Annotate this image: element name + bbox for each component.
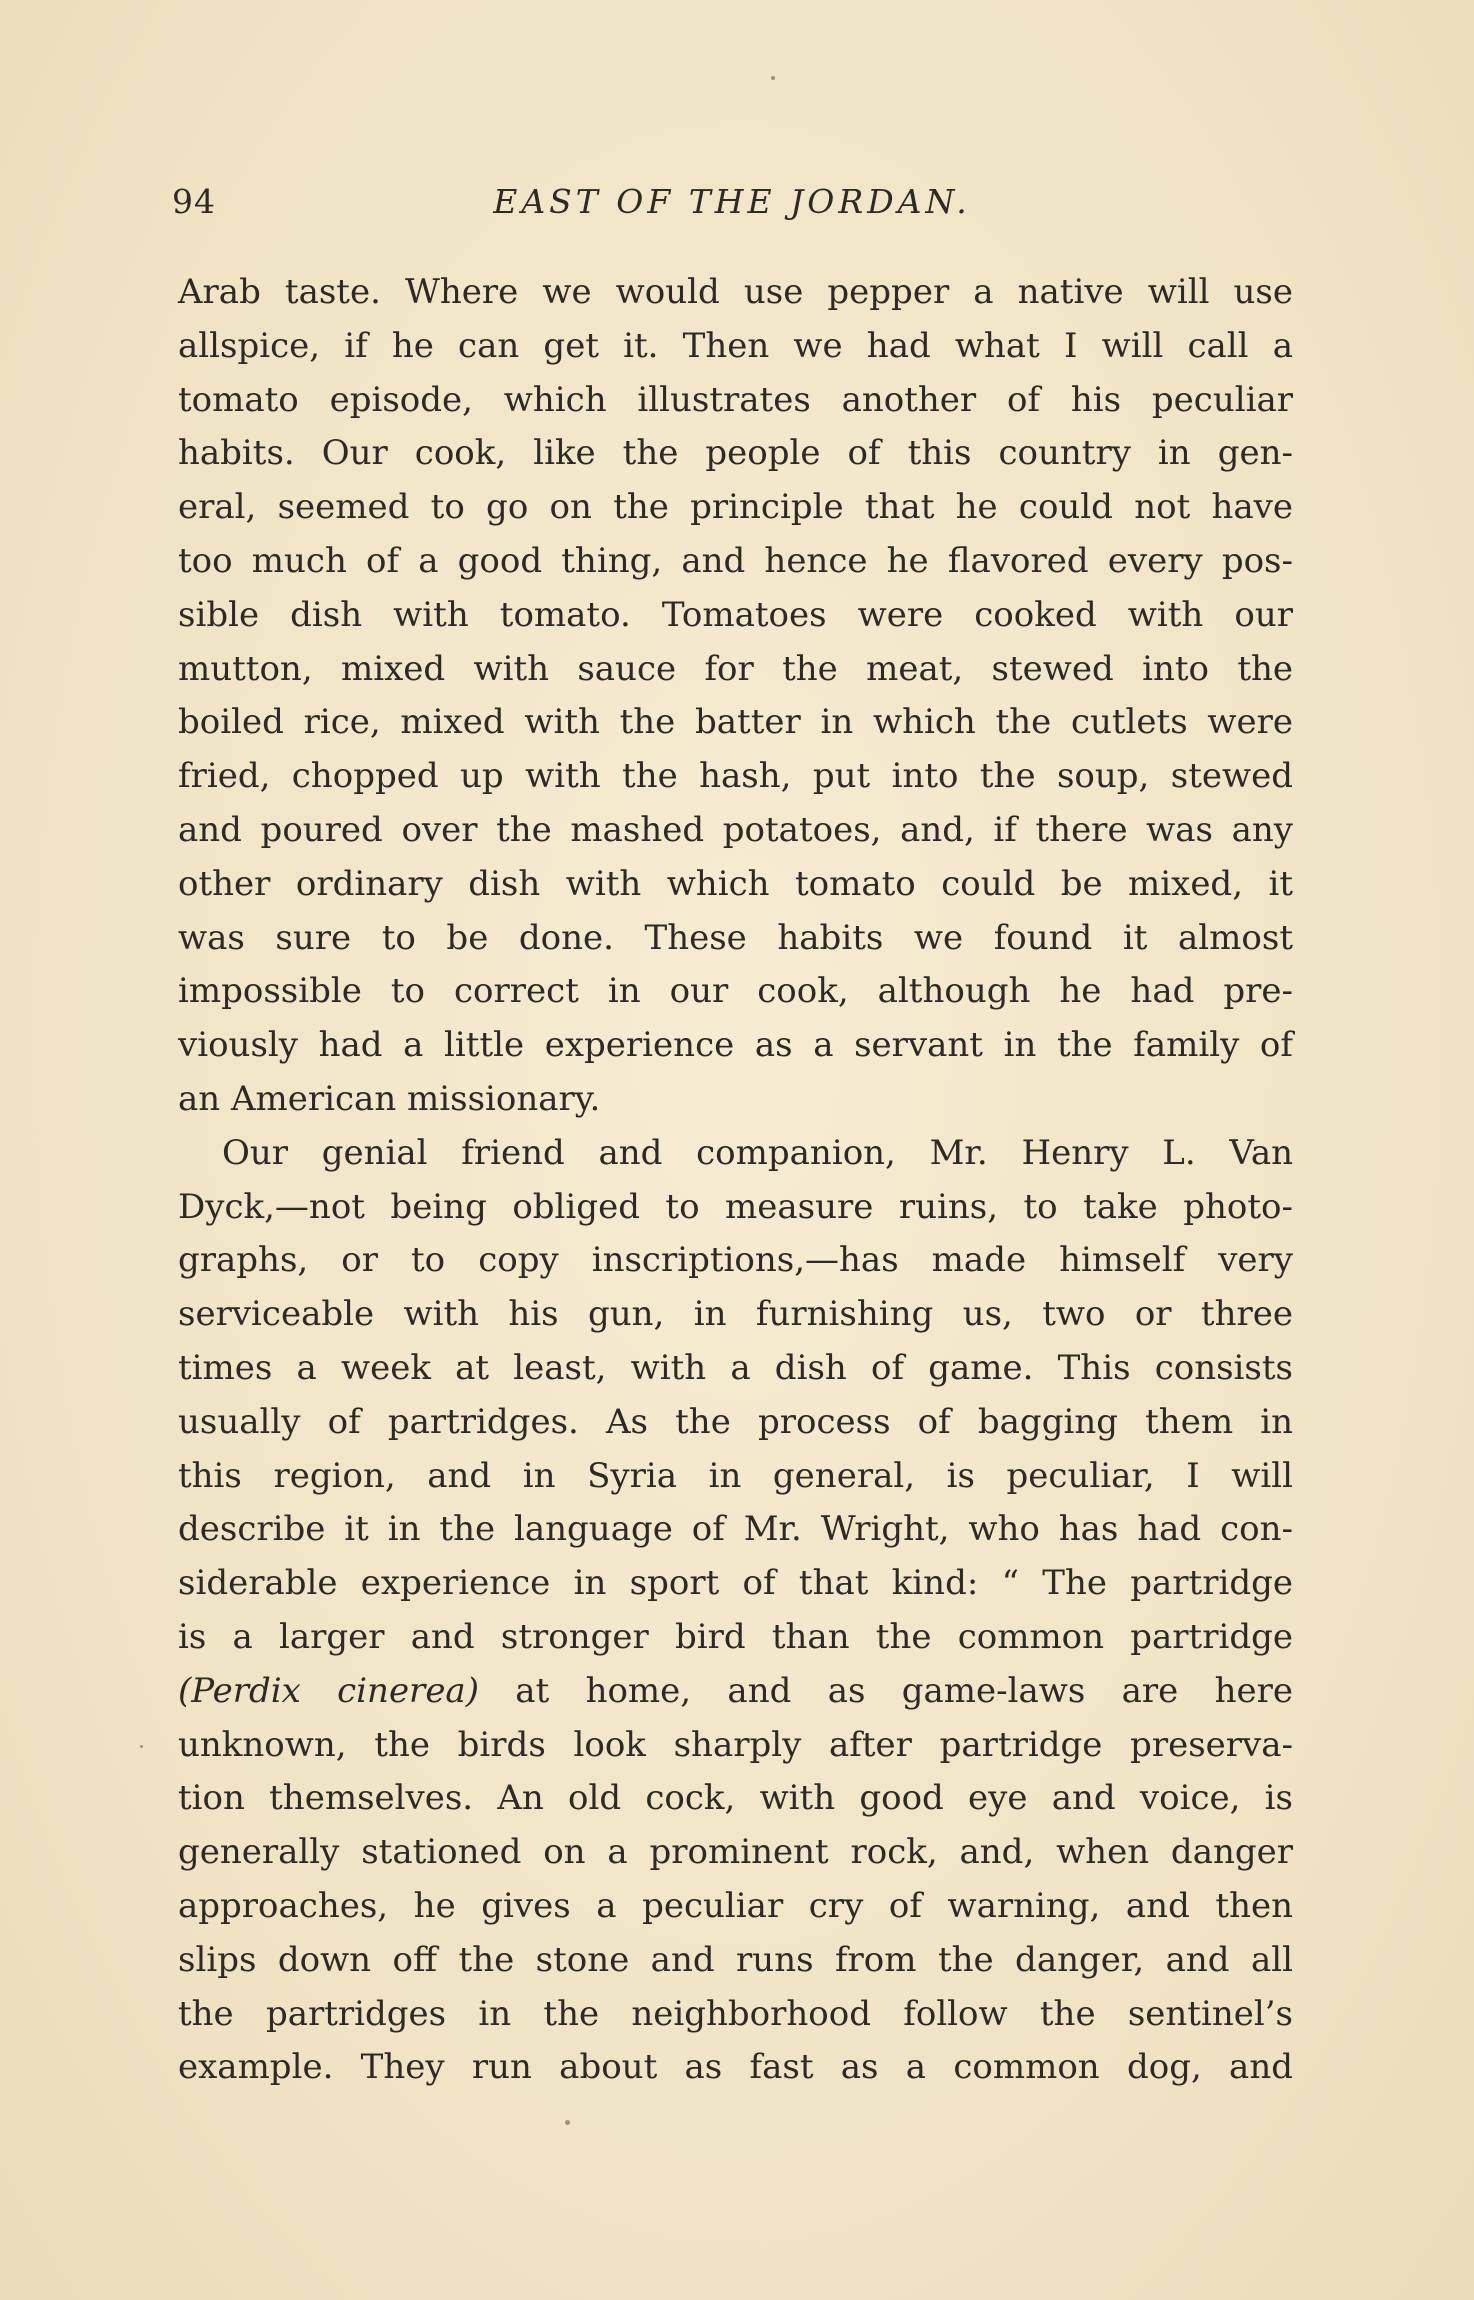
text-line: eral, seemed to go on the principle that he could not have (178, 487, 1293, 528)
page-header (172, 182, 1292, 242)
text-line: example. They run about as fast as a common dog, and (178, 2047, 1293, 2088)
text-line: times a week at least, with a dish of game. This consists (178, 1347, 1293, 1388)
text-line: graphs, or to copy inscriptions,—has made himself very (178, 1240, 1293, 1281)
text-line: too much of a good thing, and hence he flavored every pos- (178, 540, 1293, 581)
text-line: impossible to correct in our cook, although he had pre- (178, 971, 1293, 1012)
paragraph-start-line: Our genial friend and companion, Mr. Henry L. Van (222, 1132, 1293, 1173)
text-line: approaches, he gives a peculiar cry of warning, and then (178, 1885, 1293, 1926)
text-line: tion themselves. An old cock, with good eye and voice, is (178, 1778, 1293, 1819)
text-line: unknown, the birds look sharply after partridge preserva- (178, 1724, 1293, 1765)
italic-line-rest: at home, and as game-laws are here (478, 1670, 1293, 1711)
text-line: habits. Our cook, like the people of this country in gen- (178, 433, 1293, 474)
paper-speck (771, 76, 775, 80)
text-line: tomato episode, which illustrates another of his peculiar (178, 379, 1293, 420)
text-line: usually of partridges. As the process of bagging them in (178, 1401, 1293, 1442)
text-line: allspice, if he can get it. Then we had what I will call a (178, 325, 1293, 366)
text-line: the partridges in the neighborhood follow the sentinel’s (178, 1993, 1293, 2034)
text-line: was sure to be done. These habits we found it almost (178, 917, 1293, 958)
text-line: boiled rice, mixed with the batter in which the cutlets were (178, 702, 1293, 743)
body-text (178, 266, 1293, 2095)
text-line: fried, chopped up with the hash, put into the soup, stewed (178, 756, 1293, 797)
paragraph-end-line: an American missionary. (178, 1078, 601, 1119)
paper-speck (140, 1745, 143, 1748)
paper-speck (565, 2120, 570, 2125)
text-line: viously had a little experience as a servant in the family of (178, 1025, 1293, 1066)
text-line: mutton, mixed with sauce for the meat, stewed into the (178, 648, 1293, 689)
text-line: serviceable with his gun, in furnishing us, two or three (178, 1294, 1293, 1335)
page-number: 94 (172, 182, 216, 221)
text-line: is a larger and stronger bird than the common partridge (178, 1616, 1293, 1657)
text-line: sible dish with tomato. Tomatoes were cooked with our (178, 594, 1293, 635)
text-line: siderable experience in sport of that kind: “ The partridge (178, 1563, 1293, 1604)
italic-latin-name: (Perdix cinerea) (178, 1670, 479, 1711)
text-line: slips down off the stone and runs from the danger, and all (178, 1939, 1293, 1980)
running-head: EAST OF THE JORDAN. (493, 182, 971, 221)
text-line-with-italic (178, 1665, 1293, 1719)
text-line: generally stationed on a prominent rock, and, when danger (178, 1832, 1293, 1873)
text-line: other ordinary dish with which tomato could be mixed, it (178, 863, 1293, 904)
text-line: and poured over the mashed potatoes, and, if there was any (178, 809, 1293, 850)
text-line: Dyck,—not being obliged to measure ruins, to take photo- (178, 1186, 1293, 1227)
text-line: Arab taste. Where we would use pepper a native will use (178, 272, 1293, 312)
text-line: describe it in the language of Mr. Wright, who has had con- (178, 1509, 1293, 1550)
text-line: this region, and in Syria in general, is peculiar, I will (178, 1455, 1293, 1496)
